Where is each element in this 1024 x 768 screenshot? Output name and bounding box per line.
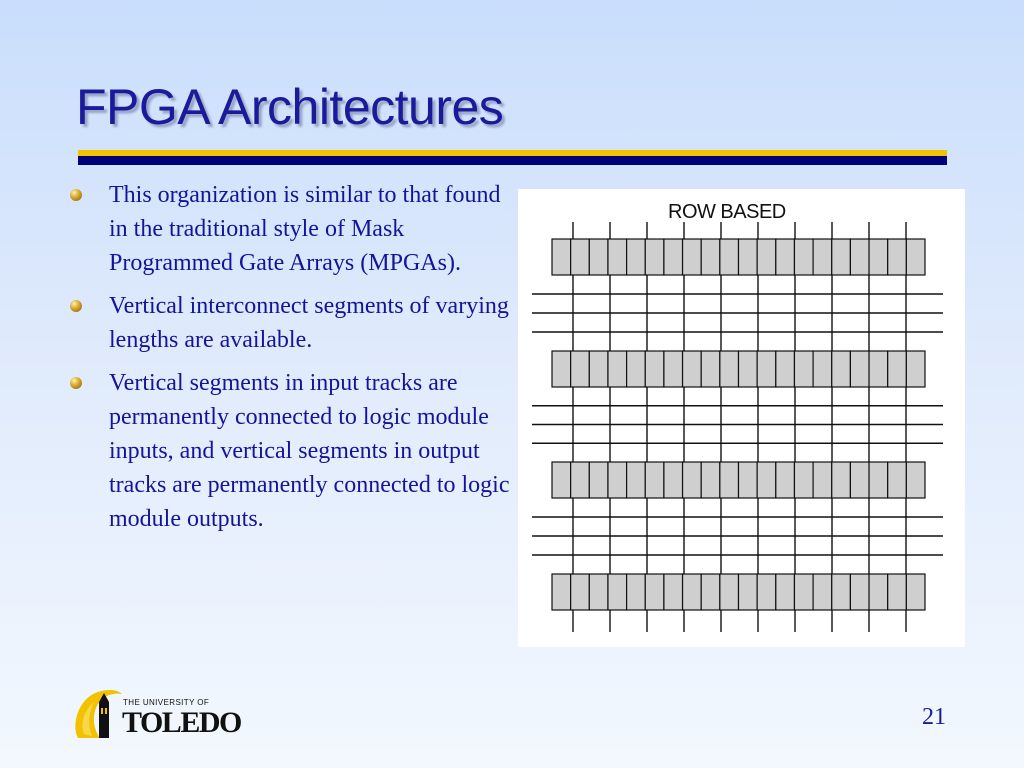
logic-module-cell	[832, 239, 851, 275]
bullet-text: Vertical segments in input tracks are permanently connected to logic module inputs, and vertical segments in output tracks are permanently connected to logic module outputs.	[109, 370, 510, 532]
bullet-sphere-icon	[70, 189, 82, 201]
logic-module-cell	[739, 574, 758, 610]
logic-module-cell	[683, 351, 702, 387]
interconnect-tracks	[532, 222, 943, 632]
bullet-text: Vertical interconnect segments of varying lengths are available.	[109, 293, 509, 353]
logic-module-cell	[552, 574, 571, 610]
logic-module-cell	[739, 462, 758, 498]
logic-module-cell	[571, 462, 590, 498]
logic-module-cell	[906, 574, 925, 610]
logic-module-cell	[794, 239, 813, 275]
logic-module-cell	[589, 239, 608, 275]
logic-module-cell	[832, 351, 851, 387]
logic-module-cell	[794, 351, 813, 387]
bullet-sphere-icon	[70, 377, 82, 389]
logic-module-cell	[757, 574, 776, 610]
logic-module-cell	[794, 462, 813, 498]
logic-module-cell	[664, 351, 683, 387]
row-based-diagram-svg	[518, 189, 965, 647]
logic-module-cell	[906, 462, 925, 498]
bullet-item	[70, 289, 515, 357]
logic-module-cell	[888, 351, 907, 387]
logic-module-cell	[850, 351, 869, 387]
logic-module-cell	[813, 351, 832, 387]
logic-module-cell	[850, 574, 869, 610]
logic-module-cell	[813, 574, 832, 610]
logic-module-cell	[645, 239, 664, 275]
logic-module-cell	[589, 574, 608, 610]
logic-module-cell	[757, 462, 776, 498]
logic-module-cell	[627, 462, 646, 498]
logic-module-cell	[571, 351, 590, 387]
logic-module-cell	[869, 574, 888, 610]
logic-module-cell	[720, 239, 739, 275]
logic-module-cell	[608, 462, 627, 498]
logic-module-cell	[683, 574, 702, 610]
logic-module-cell	[608, 574, 627, 610]
logic-module-cell	[757, 239, 776, 275]
logic-module-cell	[552, 351, 571, 387]
logic-module-cell	[832, 462, 851, 498]
logic-module-cell	[627, 351, 646, 387]
logic-module-cell	[739, 239, 758, 275]
logic-module-cell	[813, 462, 832, 498]
logic-module-cell	[739, 351, 758, 387]
logic-module-cell	[720, 574, 739, 610]
logic-module-cell	[813, 239, 832, 275]
slide-title: FPGA Architectures	[76, 79, 504, 135]
logic-module-cell	[850, 462, 869, 498]
logic-module-cell	[720, 351, 739, 387]
logic-module-cell	[776, 351, 795, 387]
bullet-item	[70, 366, 515, 536]
logic-module-cell	[701, 574, 720, 610]
logic-module-cell	[552, 462, 571, 498]
logic-module-cell	[571, 574, 590, 610]
diagram-title: ROW BASED	[668, 201, 786, 223]
logic-module-cell	[701, 462, 720, 498]
logic-module-cell	[627, 239, 646, 275]
logic-module-cell	[794, 574, 813, 610]
logic-module-cell	[683, 239, 702, 275]
logo-text-top: THE UNIVERSITY OF	[123, 698, 210, 707]
logic-module-cell	[701, 351, 720, 387]
logo-text-main: TOLEDO	[122, 706, 241, 739]
logic-module-cell	[869, 462, 888, 498]
logic-module-cell	[869, 351, 888, 387]
logic-module-cell	[869, 239, 888, 275]
logic-module-cell	[664, 239, 683, 275]
logic-module-cell	[627, 574, 646, 610]
logic-module-cell	[888, 574, 907, 610]
logic-module-cell	[589, 462, 608, 498]
bullet-text: This organization is similar to that found in the traditional style of Mask Programmed Gate Arrays (MPGAs).	[109, 182, 501, 276]
logic-module-cell	[720, 462, 739, 498]
logic-module-cell	[776, 462, 795, 498]
university-tower-logo-icon	[70, 684, 130, 744]
bullet-list	[70, 178, 515, 545]
logic-module-cell	[701, 239, 720, 275]
logic-module-cell	[757, 351, 776, 387]
bullet-sphere-icon	[70, 300, 82, 312]
university-logo	[70, 684, 250, 744]
logic-module-cell	[645, 351, 664, 387]
page-number: 21	[922, 704, 946, 730]
bullet-item	[70, 178, 515, 280]
logic-module-cell	[776, 239, 795, 275]
logic-module-cell	[850, 239, 869, 275]
logic-module-cell	[589, 351, 608, 387]
logic-module-cell	[776, 574, 795, 610]
logic-module-cell	[645, 574, 664, 610]
logic-module-cell	[571, 239, 590, 275]
title-rule-navy	[78, 156, 947, 165]
logic-module-cell	[888, 462, 907, 498]
logic-module-cell	[664, 574, 683, 610]
logic-module-cell	[608, 351, 627, 387]
logic-module-cell	[608, 239, 627, 275]
logic-module-cell	[906, 239, 925, 275]
logic-module-cell	[906, 351, 925, 387]
logic-module-cell	[552, 239, 571, 275]
logic-module-cell	[683, 462, 702, 498]
logic-module-cell	[888, 239, 907, 275]
row-based-diagram	[518, 189, 965, 647]
logic-module-cell	[664, 462, 683, 498]
logic-module-cell	[645, 462, 664, 498]
logic-module-cell	[832, 574, 851, 610]
